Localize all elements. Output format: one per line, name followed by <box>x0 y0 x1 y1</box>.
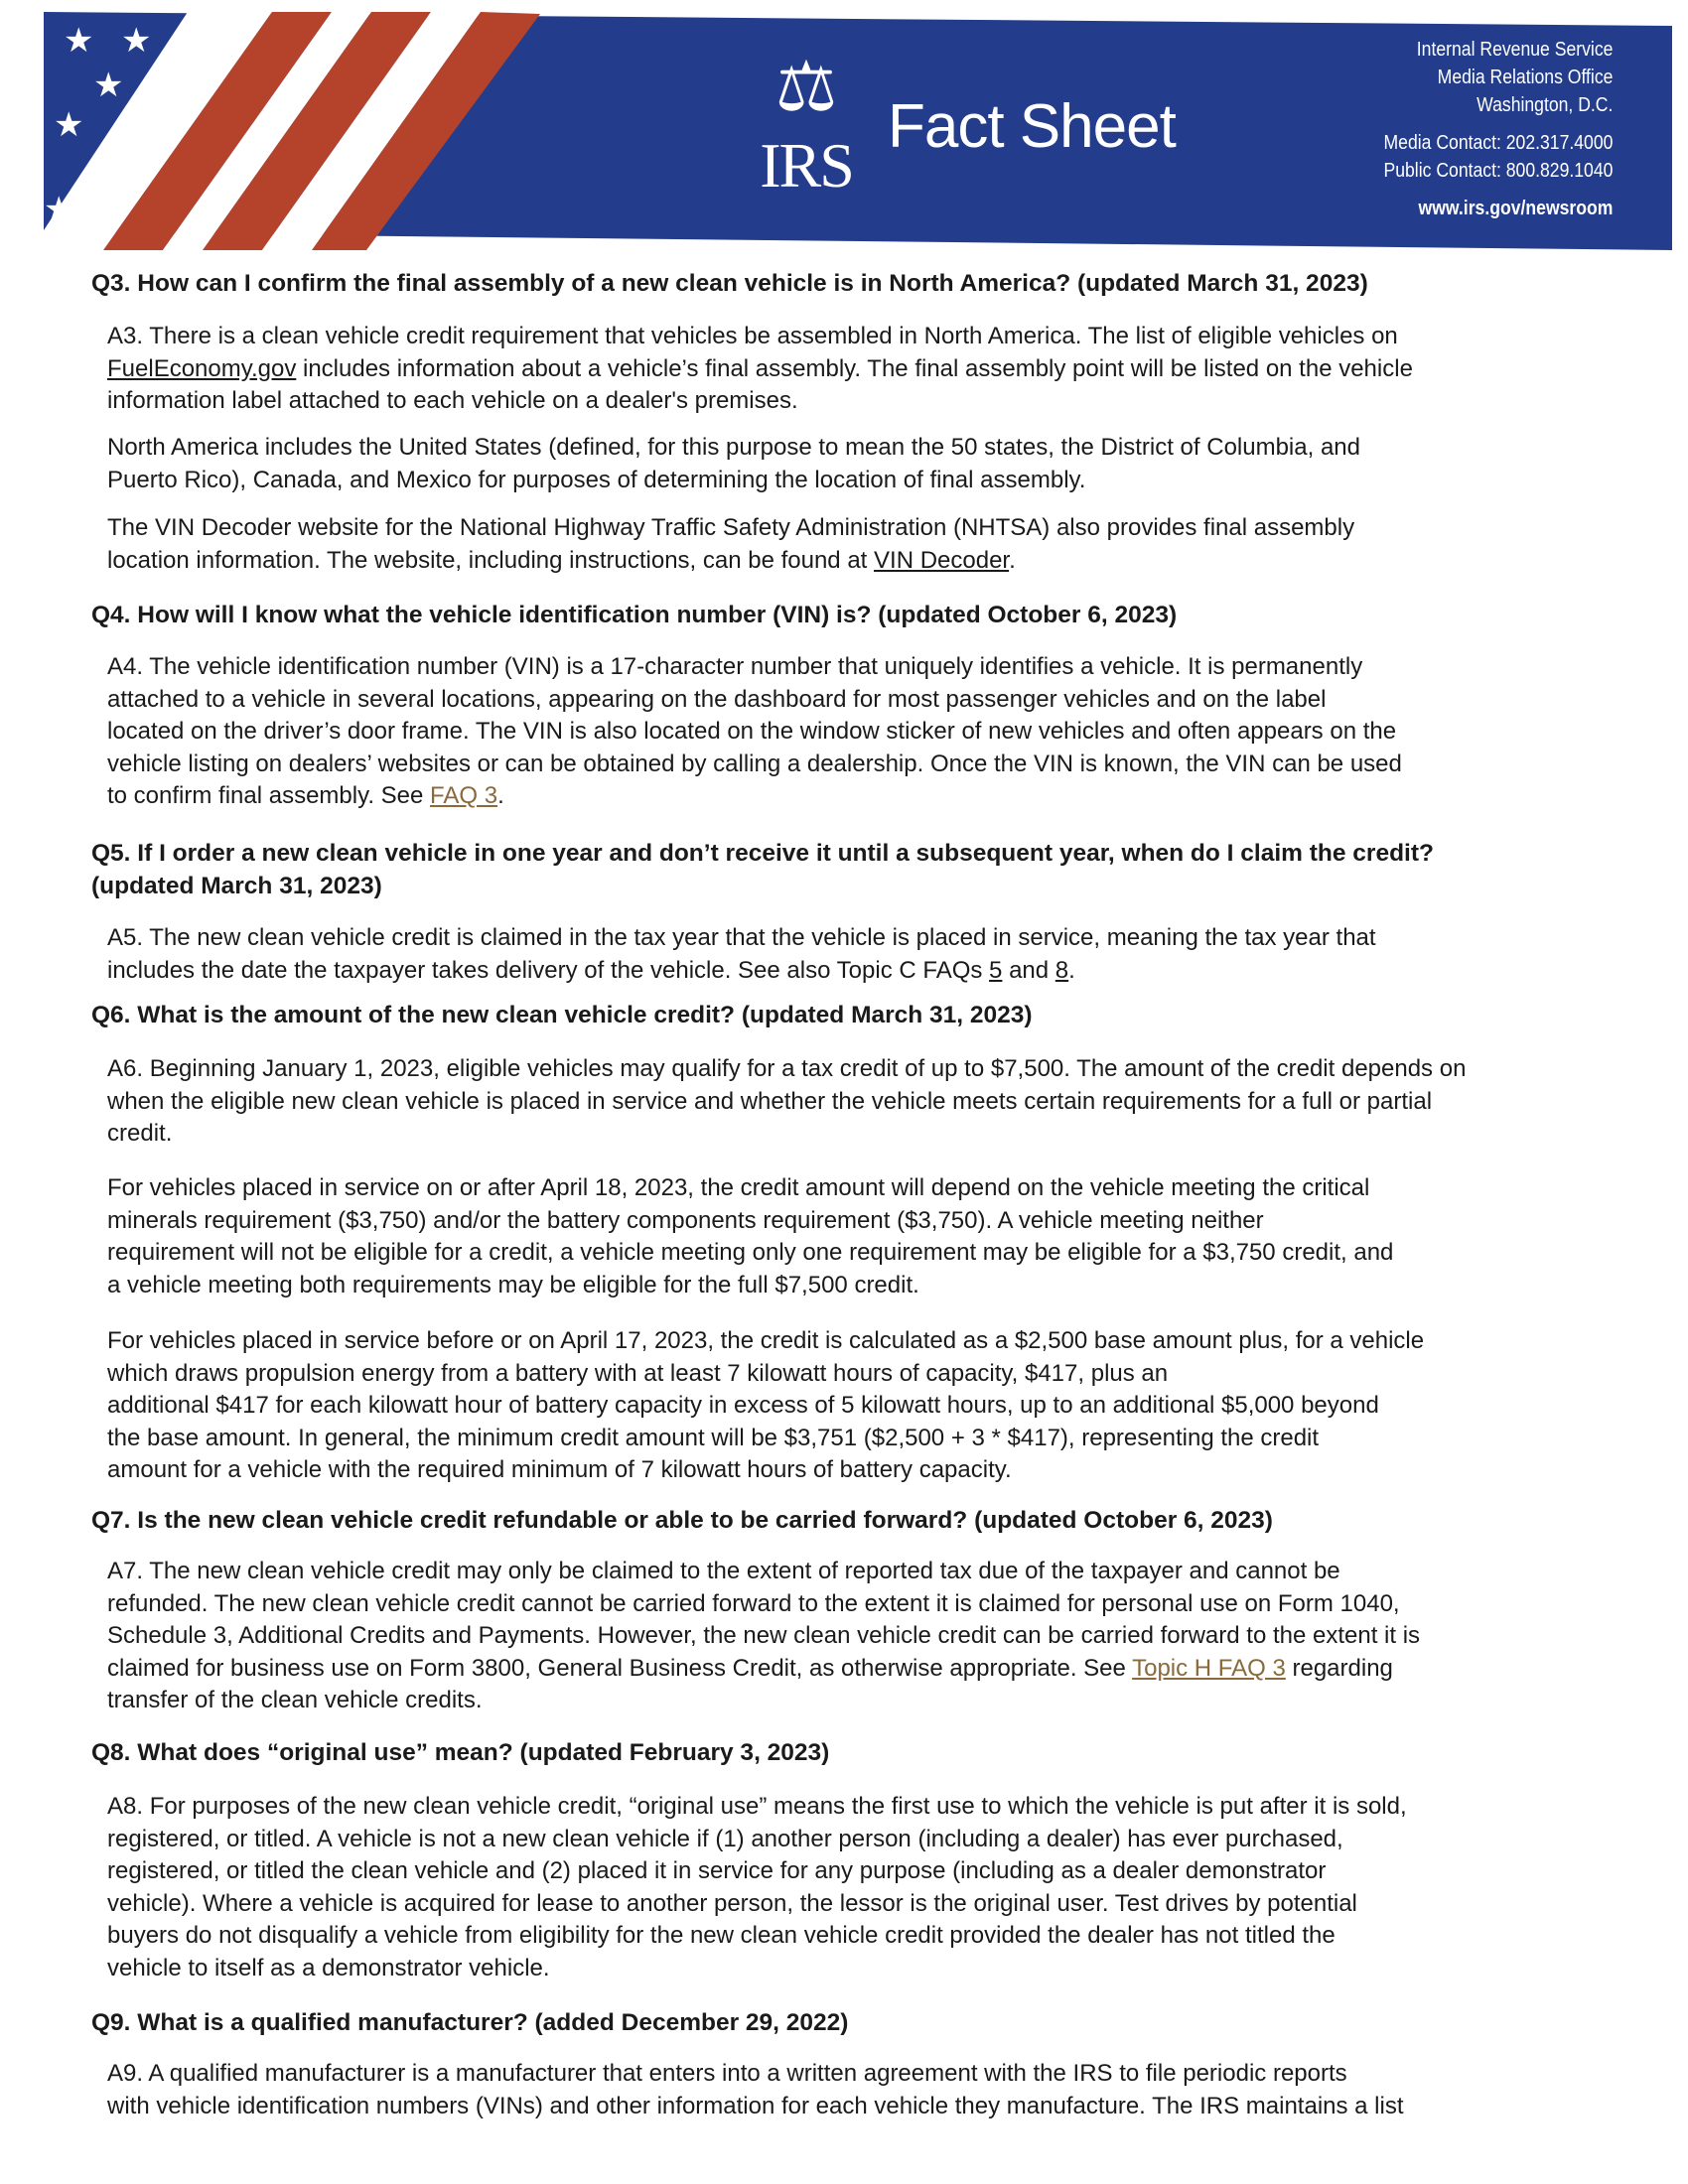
text-line <box>107 1270 1393 1302</box>
text-line <box>107 2058 1404 2091</box>
inline-link[interactable]: FuelEconomy.gov <box>107 354 297 382</box>
text-segment: Q3. How can I confirm the final assembly of a new clean vehicle is in North America? (updated March 31, 2023) <box>91 270 1368 297</box>
svg-text:★: ★ <box>64 21 94 61</box>
text-segment: vehicle). Where a vehicle is acquired for lease to another person, the lessor is the original user. Test drives by potential <box>107 1889 1357 1917</box>
text-line <box>107 1454 1424 1487</box>
svg-text:★: ★ <box>153 80 184 120</box>
text-line <box>91 1736 829 1769</box>
text-line <box>107 385 1413 418</box>
faq-question <box>91 1504 1273 1537</box>
text-segment: . <box>497 782 504 809</box>
text-segment: Schedule 3, Additional Credits and Payments. However, the new clean vehicle credit can be carried forward to the extent it is <box>107 1622 1421 1649</box>
faq-answer-paragraph <box>107 432 1360 496</box>
text-segment: (updated March 31, 2023) <box>91 873 382 899</box>
text-line <box>107 955 1376 988</box>
text-line <box>107 922 1376 955</box>
text-line <box>107 353 1413 386</box>
text-line <box>91 1504 1273 1537</box>
irs-logo <box>751 42 862 220</box>
faq-question <box>91 1736 829 1769</box>
text-segment: Q5. If I order a new clean vehicle in one year and don’t receive it until a subsequent year, when do I claim the credit? <box>91 840 1434 867</box>
text-segment: registered, or titled. A vehicle is not a new clean vehicle if (1) another person (including a dealer) has ever purchased, <box>107 1825 1343 1852</box>
text-line <box>107 1685 1420 1717</box>
text-segment: amount for a vehicle with the required minimum of 7 kilowatt hours of battery capacity. <box>107 1456 1012 1483</box>
inline-link[interactable]: VIN Decoder <box>874 546 1010 574</box>
faq-answer-paragraph <box>107 1172 1393 1301</box>
faq-answer-paragraph <box>107 1556 1420 1717</box>
text-segment: buyers do not disqualify a vehicle from eligibility for the new clean vehicle credit provided the dealer has not titled the <box>107 1922 1336 1949</box>
inline-link[interactable]: 5 <box>989 956 1003 984</box>
text-line <box>107 1205 1393 1238</box>
text-segment: . <box>1009 546 1016 574</box>
inline-link[interactable]: Topic H FAQ 3 <box>1132 1654 1286 1682</box>
faq-answer-paragraph <box>107 1791 1407 1984</box>
text-line <box>107 1791 1407 1824</box>
inline-link[interactable]: FAQ 3 <box>430 782 498 809</box>
text-line <box>107 1390 1424 1423</box>
text-segment: additional $417 for each kilowatt hour of battery capacity in excess of 5 kilowatt hours, up to an additional $5,000 beyond <box>107 1392 1379 1419</box>
text-segment: Q4. How will I know what the vehicle identification number (VIN) is? (updated October 6, 2023) <box>91 602 1178 628</box>
text-segment: attached to a vehicle in several locations, appearing on the dashboard for most passenger vehicles and on the label <box>107 685 1327 713</box>
text-segment: registered, or titled the clean vehicle and (2) placed it in service for any purpose (including as a dealer demonstrator <box>107 1857 1327 1884</box>
text-line <box>91 999 1033 1031</box>
text-line <box>107 651 1402 684</box>
svg-text:★: ★ <box>113 125 144 165</box>
public-contact: Public Contact: 800.829.1040 <box>1383 160 1613 182</box>
text-segment: the base amount. In general, the minimum credit amount will be $3,751 ($2,500 + 3 * $417), representing the credit <box>107 1424 1320 1451</box>
svg-text:★: ★ <box>121 21 152 61</box>
text-line <box>107 749 1402 781</box>
text-line <box>107 1556 1420 1588</box>
faq-answer-paragraph <box>107 512 1354 577</box>
text-line <box>107 2091 1404 2123</box>
text-segment: credit. <box>107 1120 173 1147</box>
text-segment: minerals requirement ($3,750) and/or the battery components requirement ($3,750). A vehicle meeting neither <box>107 1206 1264 1234</box>
text-segment: Puerto Rico), Canada, and Mexico for purposes of determining the location of final assembly. <box>107 466 1086 493</box>
text-line <box>107 1237 1393 1270</box>
text-line <box>107 545 1354 578</box>
text-segment: refunded. The new clean vehicle credit cannot be carried forward to the extent it is claimed for personal use on Form 1040, <box>107 1589 1400 1617</box>
svg-text:★: ★ <box>183 26 213 66</box>
text-segment: A4. The vehicle identification number (VIN) is a 17-character number that uniquely identifies a vehicle. It is permanently <box>107 653 1363 680</box>
text-segment: includes information about a vehicle’s final assembly. The final assembly point will be listed on the vehicle <box>296 354 1413 382</box>
faq-answer-paragraph <box>107 321 1413 418</box>
text-line <box>91 2006 848 2039</box>
text-line <box>107 465 1360 497</box>
text-segment: A8. For purposes of the new clean vehicle credit, “original use” means the first use to which the vehicle is put after it is sold, <box>107 1793 1407 1820</box>
faq-answer-paragraph <box>107 1053 1466 1151</box>
faq-question <box>91 267 1368 300</box>
text-line <box>107 1053 1466 1086</box>
svg-text:★: ★ <box>54 105 84 145</box>
text-segment: A3. There is a clean vehicle credit requirement that vehicles be assembled in North America. The list of eligible vehicles on <box>107 323 1398 349</box>
text-segment: For vehicles placed in service on or after April 18, 2023, the credit amount will depend on the vehicle meeting the critical <box>107 1174 1370 1201</box>
text-line <box>91 267 1368 300</box>
text-line <box>107 1172 1393 1205</box>
text-line <box>107 780 1402 813</box>
text-segment: requirement will not be eligible for a credit, a vehicle meeting only one requirement may be eligible for a $3,750 credit, and <box>107 1239 1394 1266</box>
text-line <box>107 1620 1420 1653</box>
text-line <box>91 870 1434 902</box>
contact-info <box>1383 36 1613 222</box>
text-segment: vehicle to itself as a demonstrator vehicle. <box>107 1954 550 1981</box>
text-line <box>91 837 1434 870</box>
text-line <box>107 1588 1420 1621</box>
eagle-seal-icon: ⚖ <box>774 48 838 125</box>
text-segment: includes the date the taxpayer takes delivery of the vehicle. See also Topic C FAQs <box>107 956 990 984</box>
text-segment: regarding <box>1285 1654 1393 1682</box>
office-location: Washington, D.C. <box>1476 94 1613 116</box>
text-segment: location information. The website, including instructions, can be found at <box>107 546 875 574</box>
inline-link[interactable]: 8 <box>1055 956 1069 984</box>
text-line <box>107 1358 1424 1391</box>
text-line <box>107 684 1402 717</box>
text-line <box>107 1824 1407 1856</box>
text-segment: to confirm final assembly. See <box>107 782 431 809</box>
text-segment: Q6. What is the amount of the new clean vehicle credit? (updated March 31, 2023) <box>91 1002 1033 1028</box>
text-segment: vehicle listing on dealers’ websites or can be obtained by calling a dealership. Once the VIN is known, the VIN can be used <box>107 750 1402 777</box>
office-name: Media Relations Office <box>1437 67 1613 88</box>
text-segment: Q7. Is the new clean vehicle credit refundable or able to be carried forward? (updated October 6, 2023) <box>91 1507 1273 1534</box>
irs-wordmark: IRS <box>760 130 853 201</box>
text-segment: . <box>1068 956 1075 984</box>
text-line <box>107 1086 1466 1119</box>
text-line <box>107 1118 1466 1151</box>
text-segment: A6. Beginning January 1, 2023, eligible vehicles may qualify for a tax credit of up to $7,500. The amount of the credit depends on <box>107 1055 1467 1082</box>
faq-question <box>91 837 1434 902</box>
text-line <box>107 1920 1407 1953</box>
text-segment: transfer of the clean vehicle credits. <box>107 1687 483 1713</box>
text-line <box>107 432 1360 465</box>
text-line <box>107 512 1354 545</box>
faq-question <box>91 599 1177 631</box>
media-contact: Media Contact: 202.317.4000 <box>1383 132 1613 154</box>
text-line <box>107 1855 1407 1888</box>
faq-answer-paragraph <box>107 2058 1404 2122</box>
text-segment: claimed for business use on Form 3800, General Business Credit, as otherwise appropriate. See <box>107 1654 1133 1682</box>
newsroom-link[interactable]: www.irs.gov/newsroom <box>1418 198 1613 219</box>
text-segment: The VIN Decoder website for the National Highway Traffic Safety Administration (NHTSA) also provides final assembly <box>107 514 1355 541</box>
text-line <box>107 1953 1407 1985</box>
text-segment: information label attached to each vehicle on a dealer's premises. <box>107 387 798 414</box>
faq-question <box>91 999 1033 1031</box>
fact-sheet-title: Fact Sheet <box>888 92 1176 161</box>
text-segment: Q9. What is a qualified manufacturer? (added December 29, 2022) <box>91 2009 849 2036</box>
svg-text:★: ★ <box>78 170 109 209</box>
text-line <box>107 321 1413 353</box>
text-segment: For vehicles placed in service before or on April 17, 2023, the credit is calculated as a $2,500 base amount plus, for a vehicle <box>107 1327 1425 1354</box>
org-name: Internal Revenue Service <box>1416 39 1613 61</box>
text-segment: which draws propulsion energy from a battery with at least 7 kilowatt hours of capacity, $417, plus an <box>107 1359 1169 1387</box>
text-segment: A5. The new clean vehicle credit is claimed in the tax year that the vehicle is placed in service, meaning the tax year that <box>107 924 1376 951</box>
text-segment: a vehicle meeting both requirements may be eligible for the full $7,500 credit. <box>107 1271 919 1298</box>
svg-text:★: ★ <box>93 66 124 105</box>
text-line <box>107 1888 1407 1921</box>
text-segment: North America includes the United States (defined, for this purpose to mean the 50 states, the District of Columbia, and <box>107 434 1360 461</box>
text-segment: A9. A qualified manufacturer is a manufacturer that enters into a written agreement with the IRS to file periodic reports <box>107 2060 1347 2087</box>
text-segment: when the eligible new clean vehicle is placed in service and whether the vehicle meets certain requirements for a full or partial <box>107 1087 1433 1115</box>
text-segment: A7. The new clean vehicle credit may only be claimed to the extent of reported tax due of the taxpayer and cannot be <box>107 1558 1340 1584</box>
svg-text:★: ★ <box>44 190 74 229</box>
faq-answer-paragraph <box>107 922 1376 987</box>
faq-question <box>91 2006 848 2039</box>
text-segment: Q8. What does “original use” mean? (updated February 3, 2023) <box>91 1739 830 1766</box>
text-segment: and <box>1002 956 1055 984</box>
text-line <box>107 1653 1420 1686</box>
fact-sheet-banner <box>44 12 1672 250</box>
text-line <box>107 1325 1424 1358</box>
text-segment: with vehicle identification numbers (VINs) and other information for each vehicle they manufacture. The IRS maintains a list <box>107 2092 1404 2119</box>
faq-answer-paragraph <box>107 651 1402 813</box>
faq-answer-paragraph <box>107 1325 1424 1487</box>
text-line <box>107 716 1402 749</box>
text-line <box>91 599 1177 631</box>
text-line <box>107 1423 1424 1455</box>
text-segment: located on the driver’s door frame. The VIN is also located on the window sticker of new vehicles and often appears on the <box>107 718 1397 745</box>
